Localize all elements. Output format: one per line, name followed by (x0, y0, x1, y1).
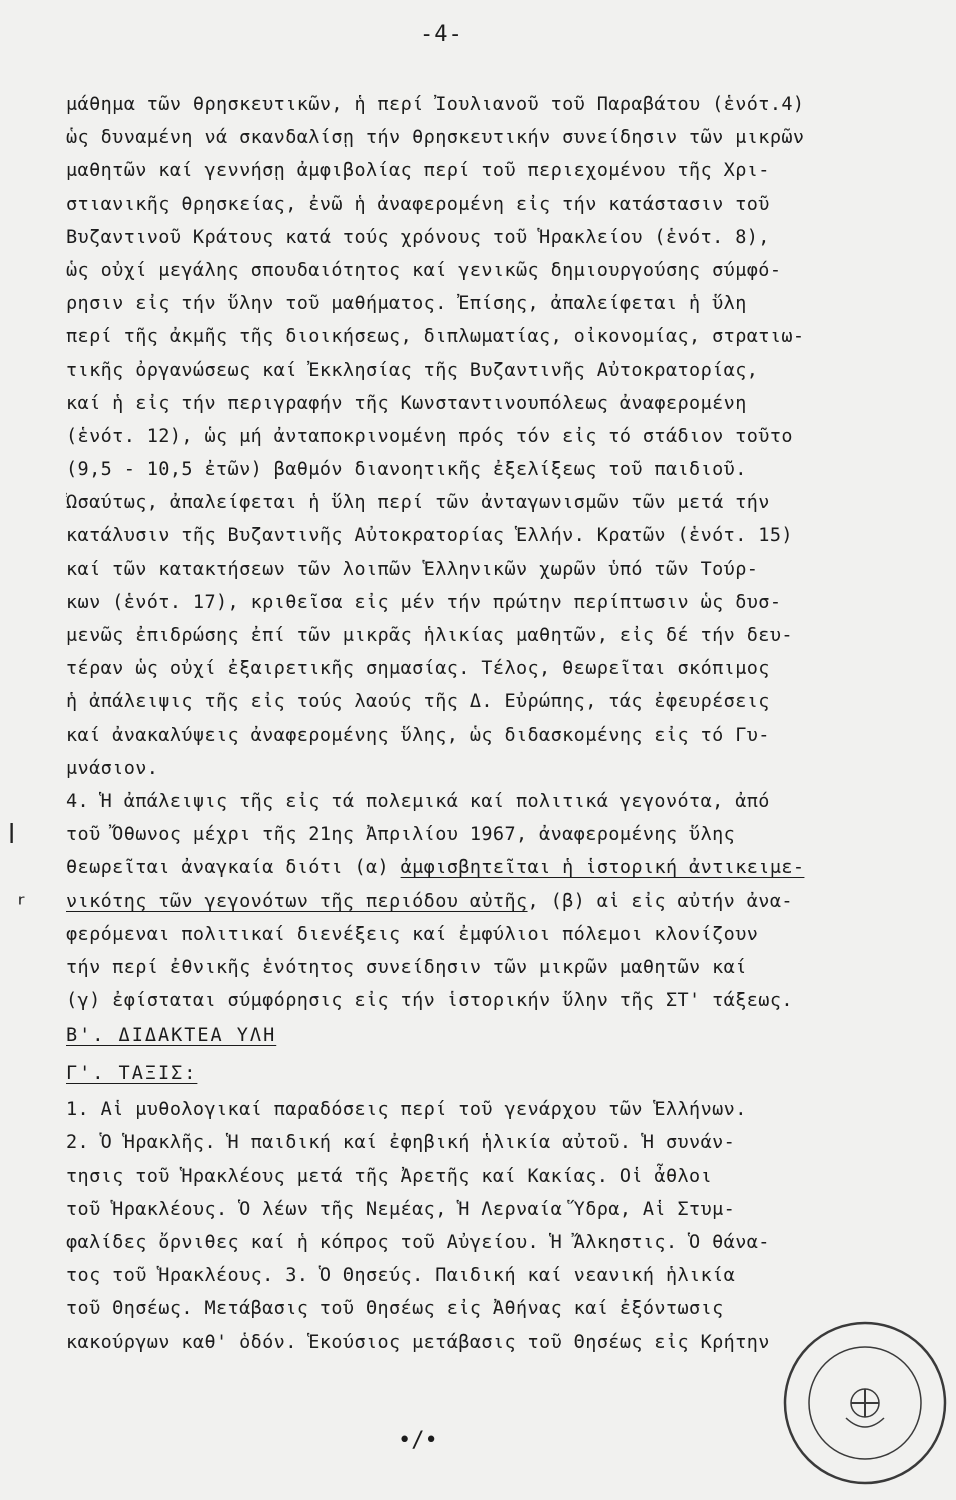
paragraph-curriculum-removals (66, 88, 926, 785)
continuation-mark: •/• (398, 1428, 438, 1453)
text-line: στιανικῆς θρησκείας, ἐνῶ ἡ ἀναφερομένη εἰς τήν κατάστασιν τοῦ (66, 193, 770, 215)
text-line: ὡς δυναμένη νά σκανδαλίσῃ τήν θρησκευτικήν συνείδησιν τῶν μικρῶν (66, 127, 805, 149)
text-line: μενῶς ἐπιδρώσης ἐπί τῶν μικρᾶς ἡλικίας μαθητῶν, εἰς δέ τήν δευ- (66, 625, 793, 646)
class-heading (66, 1055, 926, 1093)
text-line: μάθημα τῶν θρησκευτικῶν, ἡ περί Ἰουλιανοῦ τοῦ Παραβάτου (ἑνότ.4) (66, 94, 805, 115)
text-line: τοῦ Ὄθωνος μέχρι τῆς 21ης Ἀπριλίου 1967, ἀναφερομένης ὕλης (66, 824, 736, 846)
official-stamp-icon (780, 1318, 950, 1488)
text-line: (ἑνότ. 12), ὡς μή ἀνταποκρινομένη πρός τόν εἰς τό στάδιον τοῦτο (66, 425, 793, 447)
text-line: (γ) ἐφίσταται σύμφόρησις εἰς τήν ἱστορικήν ὕλην τῆς ΣΤ' τάξεως. (66, 990, 793, 1012)
text-line: τησις τοῦ Ἡρακλέους μετά τῆς Ἀρετῆς καί Κακίας. Οἱ ἆθλοι (66, 1165, 713, 1187)
page-number: -4- (420, 22, 463, 47)
text-line: κατάλυσιν τῆς Βυζαντινῆς Αὐτοκρατορίας Ἑλλήν. Κρατῶν (ἑνότ. 15) (66, 525, 793, 547)
text-line: ὡς οὐχί μεγάλης σπουδαιότητος καί γενικῶς δημιουργούσης σύμφό- (66, 259, 782, 281)
text-line: Ὡσαύτως, ἀπαλείφεται ἡ ὕλη περί τῶν ἀνταγωνισμῶν τῶν μετά τήν (66, 492, 770, 514)
text-line: τος τοῦ Ἡρακλέους. 3. Ὁ Θησεύς. Παιδική καί νεανική ἡλικία (66, 1265, 736, 1287)
underlined-text: ἀμφισβητεῖται ἡ ἱστορική ἀντικειμε- (400, 857, 805, 879)
text-line: τήν περί ἐθνικῆς ἑνότητος συνείδησιν τῶν μικρῶν μαθητῶν καί (66, 956, 747, 978)
text-line: 2. Ὁ Ἡρακλῆς. Ἡ παιδική καί ἐφηβική ἡλικία αὐτοῦ. Ἡ συνάν- (66, 1132, 736, 1154)
text-fragment: , (β) αἱ εἰς αὐτήν ἀνα- (527, 890, 793, 912)
text-line: καί τῶν κατακτήσεων τῶν λοιπῶν Ἑλληνικῶν χωρῶν ὑπό τῶν Τούρ- (66, 558, 759, 580)
text-line: κων (ἑνότ. 17), κριθεῖσα εἰς μέν τήν πρώτην περίπτωσιν ὡς δυσ- (66, 591, 782, 613)
section-heading (66, 1017, 926, 1055)
text-line: Βυζαντινοῦ Κράτους κατά τούς χρόνους τοῦ Ἡρακλείου (ἑνότ. 8), (66, 226, 770, 248)
margin-tick-mark: ʳ (14, 890, 30, 920)
document-body (66, 88, 926, 1359)
text-line: κακούργων καθ' ὁδόν. Ἑκούσιος μετάβασις τοῦ Θησέως εἰς Κρήτην (66, 1331, 770, 1353)
text-line: μαθητῶν καί γεννήσῃ ἀμφιβολίας περί τοῦ περιεχομένου τῆς Χρι- (66, 160, 770, 182)
text-line: τέραν ὡς οὐχί ἐξαιρετικῆς σημασίας. Τέλος, θεωρεῖται σκόπιμος (66, 658, 770, 680)
text-line: 4. Ἡ ἀπάλειψις τῆς εἰς τά πολεμικά καί πολιτικά γεγονότα, ἀπό (66, 790, 770, 812)
text-line: ἡ ἀπάλειψις τῆς εἰς τούς λαούς τῆς Δ. Εὐρώπης, τάς ἐφευρέσεις (66, 691, 770, 713)
text-line: (9,5 - 10,5 ἐτῶν) βαθμόν διανοητικῆς ἐξελίξεως τοῦ παιδιοῦ. (66, 459, 747, 481)
text-line: 1. Αἱ μυθολογικαί παραδόσεις περί τοῦ γενάρχου τῶν Ἑλλήνων. (66, 1099, 747, 1121)
text-line: καί ἀνακαλύψεις ἀναφερομένης ὕλης, ὡς διδασκομένης εἰς τό Γυ- (66, 724, 770, 746)
class-heading-text: Γ'. ΤΑΞΙΣ: (66, 1063, 198, 1085)
margin-check-mark: ⅼ (8, 820, 16, 850)
text-line: φερόμεναι πολιτικαί διενέξεις καί ἐμφύλιοι πόλεμοι κλονίζουν (66, 923, 759, 945)
item-4-paragraph (66, 785, 926, 1017)
text-line-underlined (66, 885, 926, 918)
text-line: καί ἡ εἰς τήν περιγραφήν τῆς Κωνσταντινουπόλεως ἀναφερομένη (66, 392, 747, 414)
text-line: ρησιν εἰς τήν ὕλην τοῦ μαθήματος. Ἐπίσης, ἀπαλείφεται ἡ ὕλη (66, 293, 747, 315)
text-line: μνάσιον. (66, 757, 159, 779)
text-fragment: θεωρεῖται ἀναγκαία διότι (α) (66, 857, 401, 879)
text-line: τικῆς ὀργανώσεως καί Ἐκκλησίας τῆς Βυζαντινῆς Αὐτοκρατορίας, (66, 359, 759, 381)
text-line: περί τῆς ἀκμῆς τῆς διοικήσεως, διπλωματίας, οἰκονομίας, στρατιω- (66, 326, 805, 348)
underlined-text: νικότης τῶν γεγονότων τῆς περιόδου αὐτῆς (66, 890, 528, 912)
section-heading-text: Β'. ΔΙΔΑΚΤΕΑ ΥΛΗ (66, 1025, 277, 1047)
text-line-underlined (66, 851, 926, 884)
text-line: τοῦ Θησέως. Μετάβασις τοῦ Θησέως εἰς Ἀθήνας καί ἐξόντωσις (66, 1298, 724, 1320)
text-line: τοῦ Ἡρακλέους. Ὁ λέων τῆς Νεμέας, Ἡ Λερναία Ὕδρα, Αἱ Στυμ- (66, 1198, 736, 1220)
text-line: φαλίδες ὄρνιθες καί ἡ κόπρος τοῦ Αὐγείου. Ἡ Ἄλκηστις. Ὁ θάνα- (66, 1232, 770, 1253)
